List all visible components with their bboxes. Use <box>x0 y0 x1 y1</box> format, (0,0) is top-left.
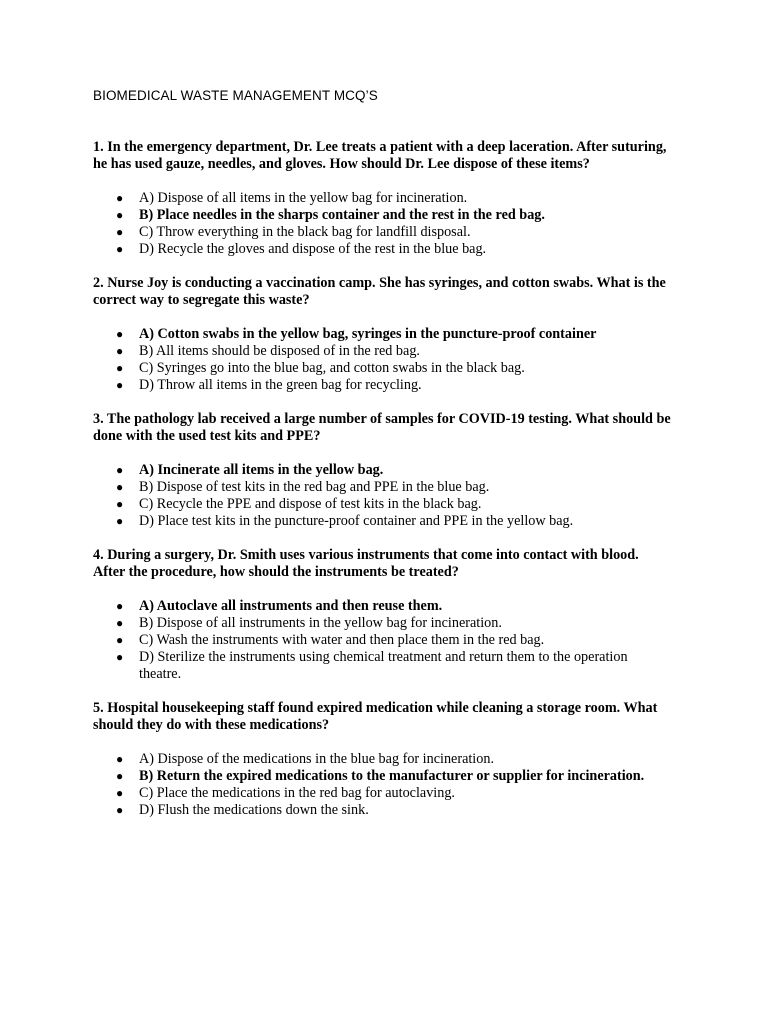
option-text: A) Dispose of the medications in the blue bag for incineration. <box>139 751 494 767</box>
option-text: A) Cotton swabs in the yellow bag, syringes in the puncture-proof container <box>139 326 597 342</box>
option-item <box>93 513 673 530</box>
option-text: C) Recycle the PPE and dispose of test kits in the black bag. <box>139 496 482 512</box>
option-text: B) Dispose of test kits in the red bag and PPE in the blue bag. <box>139 479 490 495</box>
option-text: D) Throw all items in the green bag for recycling. <box>139 377 422 393</box>
question-text: 2. Nurse Joy is conducting a vaccination camp. She has syringes, and cotton swabs. What is the correct way to segregate this waste? <box>93 275 666 308</box>
bullet-icon: ● <box>116 786 124 800</box>
question-text: 1. In the emergency department, Dr. Lee treats a patient with a deep laceration. After suturing, he has used gauze, needles, and gloves. How should Dr. Lee dispose of these items? <box>93 139 667 172</box>
option-item <box>93 615 673 632</box>
option-text: A) Dispose of all items in the yellow bag for incineration. <box>139 190 468 206</box>
option-text: D) Sterilize the instruments using chemical treatment and return them to the operation theatre. <box>139 649 628 682</box>
option-item <box>93 343 673 360</box>
bullet-icon: ● <box>116 514 124 528</box>
correct-option <box>93 768 673 785</box>
option-text: B) Place needles in the sharps container and the rest in the red bag. <box>139 207 545 223</box>
bullet-icon: ● <box>116 480 124 494</box>
option-item <box>93 649 673 683</box>
question-4 <box>93 547 673 683</box>
question-text: 3. The pathology lab received a large number of samples for COVID-19 testing. What should be done with the used test kits and PPE? <box>93 411 671 444</box>
option-item <box>93 632 673 649</box>
bullet-icon: ● <box>116 344 124 358</box>
bullet-icon: ● <box>116 208 124 222</box>
bullet-icon: ● <box>116 378 124 392</box>
document-title: BIOMEDICAL WASTE MANAGEMENT MCQ’S <box>93 88 378 103</box>
bullet-icon: ● <box>116 769 124 783</box>
bullet-icon: ● <box>116 650 124 664</box>
correct-option <box>93 326 673 343</box>
option-text: C) Syringes go into the blue bag, and cotton swabs in the black bag. <box>139 360 525 376</box>
bullet-icon: ● <box>116 752 124 766</box>
correct-option <box>93 462 673 479</box>
option-text: B) Return the expired medications to the manufacturer or supplier for incineration. <box>139 768 645 784</box>
option-item <box>93 751 673 768</box>
option-list <box>93 326 673 394</box>
correct-option <box>93 207 673 224</box>
question-text: 5. Hospital housekeeping staff found expired medication while cleaning a storage room. What should they do with these medications? <box>93 700 658 733</box>
bullet-icon: ● <box>116 361 124 375</box>
option-item <box>93 241 673 258</box>
option-item <box>93 785 673 802</box>
option-text: D) Recycle the gloves and dispose of the rest in the blue bag. <box>139 241 487 257</box>
option-item <box>93 190 673 207</box>
option-item <box>93 802 673 819</box>
option-item <box>93 496 673 513</box>
option-text: B) Dispose of all instruments in the yellow bag for incineration. <box>139 615 502 631</box>
bullet-icon: ● <box>116 599 124 613</box>
option-text: A) Autoclave all instruments and then reuse them. <box>139 598 443 614</box>
bullet-icon: ● <box>116 463 124 477</box>
question-5 <box>93 700 673 819</box>
option-text: C) Wash the instruments with water and then place them in the red bag. <box>139 632 545 648</box>
bullet-icon: ● <box>116 225 124 239</box>
option-item <box>93 360 673 377</box>
question-list <box>93 139 673 836</box>
bullet-icon: ● <box>116 327 124 341</box>
bullet-icon: ● <box>116 191 124 205</box>
question-1 <box>93 139 673 258</box>
option-text: D) Flush the medications down the sink. <box>139 802 369 818</box>
option-list <box>93 462 673 530</box>
option-list <box>93 598 673 683</box>
option-text: C) Throw everything in the black bag for landfill disposal. <box>139 224 471 240</box>
option-item <box>93 377 673 394</box>
question-text: 4. During a surgery, Dr. Smith uses various instruments that come into contact with blood. After the procedure, how should the instruments be treated? <box>93 547 639 580</box>
option-list <box>93 751 673 819</box>
option-text: D) Place test kits in the puncture-proof container and PPE in the yellow bag. <box>139 513 574 529</box>
bullet-icon: ● <box>116 616 124 630</box>
question-3 <box>93 411 673 530</box>
question-2 <box>93 275 673 394</box>
bullet-icon: ● <box>116 497 124 511</box>
option-text: A) Incinerate all items in the yellow bag. <box>139 462 384 478</box>
bullet-icon: ● <box>116 242 124 256</box>
bullet-icon: ● <box>116 803 124 817</box>
option-text: C) Place the medications in the red bag for autoclaving. <box>139 785 455 801</box>
option-item <box>93 479 673 496</box>
option-list <box>93 190 673 258</box>
option-text: B) All items should be disposed of in the red bag. <box>139 343 420 359</box>
correct-option <box>93 598 673 615</box>
option-item <box>93 224 673 241</box>
bullet-icon: ● <box>116 633 124 647</box>
